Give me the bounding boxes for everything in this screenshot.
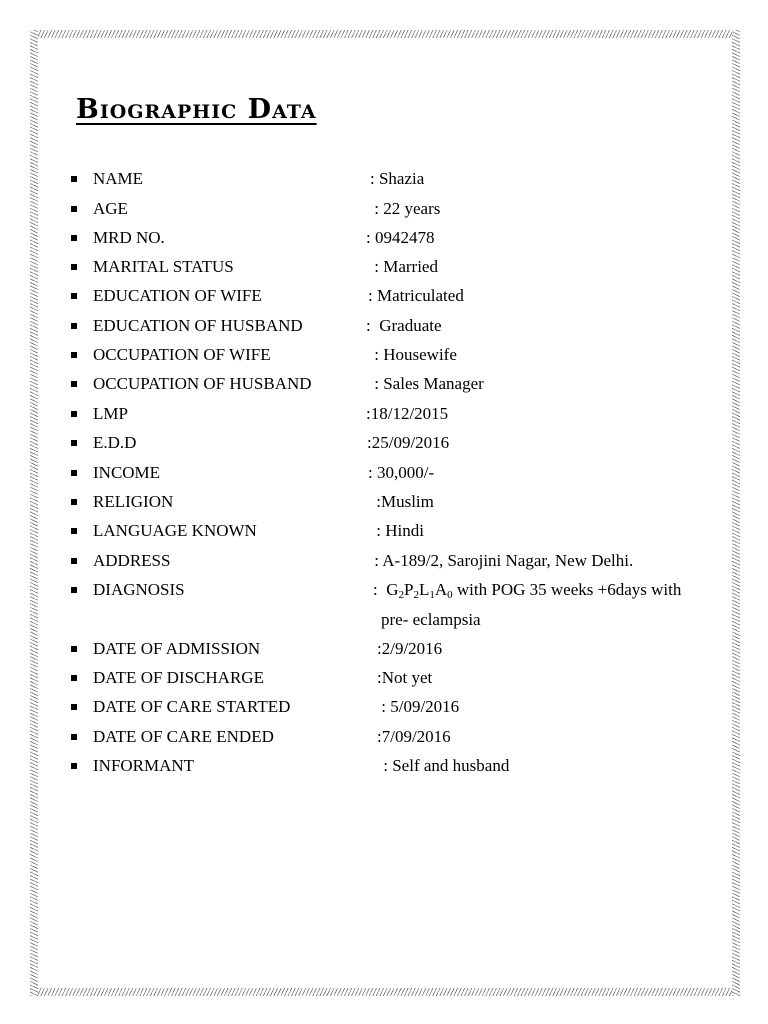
field-row [0,463,768,487]
value-text: L [418,580,430,599]
field-label: OCCUPATION OF HUSBAND [93,374,312,393]
field-value: : 0942478 [366,228,435,247]
bullet-icon [71,235,77,241]
value-text: : G [373,580,399,599]
bullet-icon [71,411,77,417]
value-subscript: 2 [398,589,404,601]
field-value: :18/12/2015 [366,404,449,423]
bullet-icon [71,558,77,564]
field-label: MRD NO. [93,228,165,247]
field-row [0,551,768,575]
bullet-icon [71,499,77,505]
field-value: :25/09/2016 [367,433,450,452]
field-row [0,316,768,340]
decorative-border-top [30,30,740,38]
field-value: : Self and husband [379,756,510,775]
field-label: LMP [93,404,128,423]
field-value: : Married [370,257,438,276]
field-value: : 5/09/2016 [377,697,460,716]
value-text: P [404,580,414,599]
bullet-icon [71,176,77,182]
field-label: DATE OF ADMISSION [93,639,261,658]
bullet-icon [71,646,77,652]
field-value: : Housewife [370,345,457,364]
field-value: : 22 years [370,199,441,218]
field-label: DATE OF CARE STARTED [93,697,291,716]
field-row [0,228,768,252]
field-label: ADDRESS [93,551,171,570]
field-label: INFORMANT [93,756,195,775]
bullet-icon [71,323,77,329]
field-row [0,257,768,281]
bullet-icon [71,587,77,593]
field-row [0,668,768,692]
field-value-continuation: pre- eclampsia [381,610,481,629]
field-label: EDUCATION OF WIFE [93,286,262,305]
field-label: EDUCATION OF HUSBAND [93,316,303,335]
field-row [0,286,768,310]
field-label: DATE OF DISCHARGE [93,668,264,687]
bullet-icon [71,206,77,212]
field-value: : 30,000/- [368,463,435,482]
value-subscript: 1 [429,589,435,601]
field-label: NAME [93,169,144,188]
bullet-icon [71,734,77,740]
field-label: INCOME [93,463,161,482]
bullet-icon [71,704,77,710]
field-value: : A-189/2, Sarojini Nagar, New Delhi. [370,551,634,570]
field-value: :Not yet [377,668,433,687]
bullet-icon [71,264,77,270]
field-row [0,639,768,663]
field-label: DIAGNOSIS [93,580,185,599]
field-label: AGE [93,199,128,218]
field-label: OCCUPATION OF WIFE [93,345,271,364]
value-text: with POG 35 weeks +6days with [452,580,682,599]
field-row [0,345,768,369]
field-row [0,492,768,516]
field-label: RELIGION [93,492,174,511]
field-value: : Matriculated [368,286,464,305]
page-title: Biographic Data [76,94,317,125]
field-row-continuation [0,610,768,634]
bullet-icon [71,763,77,769]
field-value: :Muslim [372,492,434,511]
field-label: DATE OF CARE ENDED [93,727,274,746]
field-row [0,756,768,780]
value-subscript: 2 [413,589,419,601]
field-label: MARITAL STATUS [93,257,234,276]
field-row [0,374,768,398]
bullet-icon [71,470,77,476]
field-row [0,521,768,545]
field-label: E.D.D [93,433,137,452]
bullet-icon [71,440,77,446]
bullet-icon [71,293,77,299]
bullet-icon [71,528,77,534]
field-row [0,404,768,428]
decorative-border-bottom [30,988,740,996]
field-value: :2/9/2016 [377,639,443,658]
field-row [0,697,768,721]
bullet-icon [71,381,77,387]
bullet-icon [71,352,77,358]
field-row [0,199,768,223]
field-value: : Hindi [372,521,424,540]
value-subscript: 0 [447,589,453,601]
field-value: : Sales Manager [370,374,484,393]
field-value [373,580,681,600]
value-text: A [434,580,448,599]
bullet-icon [71,675,77,681]
field-value: :7/09/2016 [377,727,451,746]
field-row [0,433,768,457]
field-value: : Shazia [370,169,425,188]
field-row [0,169,768,193]
field-row [0,580,768,604]
field-value: : Graduate [366,316,442,335]
field-row [0,727,768,751]
field-label: LANGUAGE KNOWN [93,521,257,540]
